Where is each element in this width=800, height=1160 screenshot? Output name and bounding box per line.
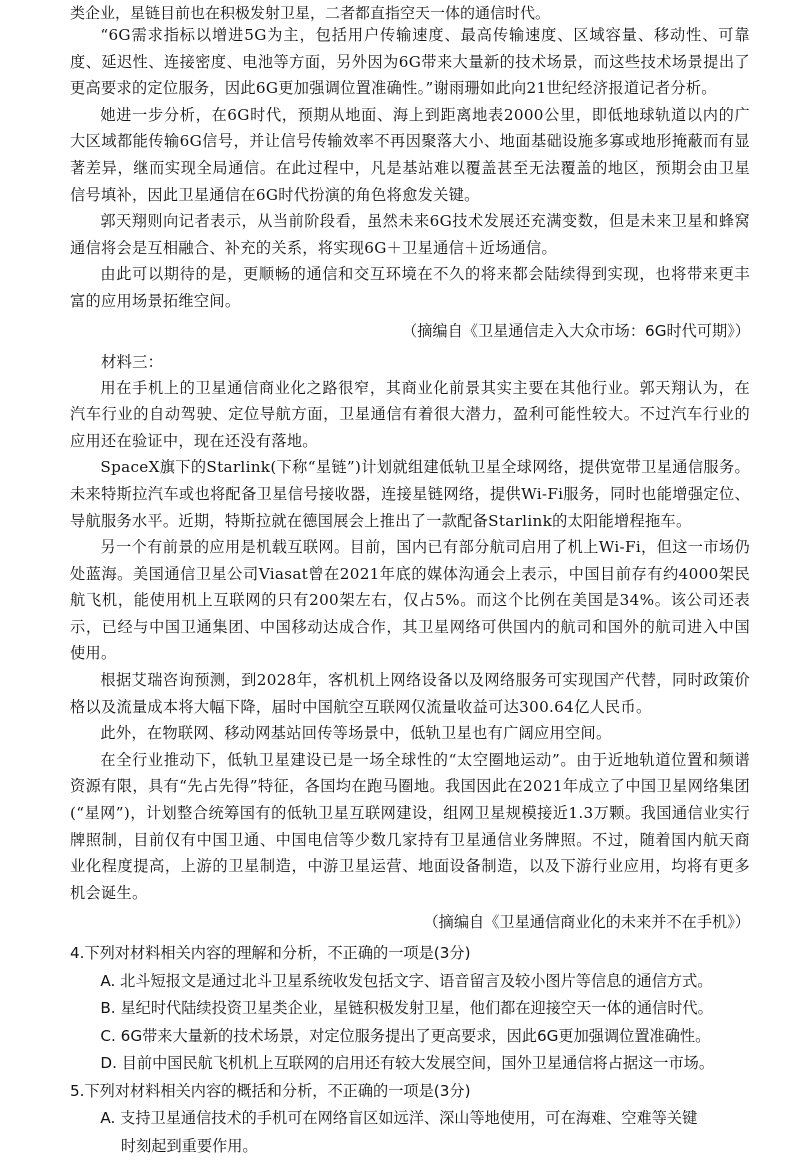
question-5-option-a — [70, 1105, 750, 1160]
exam-page — [0, 2, 800, 1155]
material2-paragraph: 她进一步分析，在6G时代，预期从地面、海上到距离地表2000公里，即低地球轨道以内的广大区域都能传输6G信号，并让信号传输效率不再因聚落大小、地面基础设施多寡或地形掩蔽而有显著差异，继而实现全局通信。在此过程中，凡是基站难以覆盖甚至无法覆盖的地区，预期会由卫星信号填补，因此卫星通信在6G时代扮演的角色将愈发关键。 — [70, 105, 750, 204]
material3-paragraph: 在全行业推动下，低轨卫星建设已是一场全球性的“太空圈地运动”。由于近地轨道位置和频谱资源有限，具有“先占先得”特征，各国均在跑马圈地。我国因此在2021年成立了中国卫星网络集团(“星网”)，计划整合统筹国有的低轨卫星互联网建设，组网卫星规模接近1.3万颗。我国通信业实行牌照制，目前仅有中国卫通、中国电信等少数几家持有卫星通信业务牌照。不过，随着国内航天商业化程度提高，上游的卫星制造，中游卫星运营、地面设备制造，以及下游行业应用，均将有更多机会诞生。 — [70, 750, 750, 902]
question-4-option-a: A. 北斗短报文是通过北斗卫星系统收发包括文字、语音留言及较小图片等信息的通信方式。 — [100, 971, 713, 990]
material3-source: （摘编自《卫星通信商业化的未来并不在手机》） — [423, 913, 750, 932]
previous-paragraph-fragment: 类企业，星链目前也在积极发射卫星，二者都直指空天一体的通信时代。 — [70, 4, 551, 22]
material3-paragraph: 根据艾瑞咨询预测，到2028年，客机机上网络设备以及网络服务可实现国产代替，同时政策价格以及流量成本将大幅下降，届时中国航空互联网仅流量收益可达300.64亿人民币。 — [70, 671, 750, 716]
material2-paragraph: 由此可以期待的是，更顺畅的通信和交互环境在不久的将来都会陆续得到实现，也将带来更丰富的应用场景拓维空间。 — [70, 265, 750, 310]
question-5-option-a-line2: 时刻起到重要作用。 — [120, 1136, 258, 1155]
material3-heading: 材料三： — [101, 352, 164, 371]
question-4-option-d: D. 目前中国民航飞机机上互联网的启用还有较大发展空间，国外卫星通信将占据这一市场。 — [100, 1054, 715, 1073]
material3-paragraph: 用在手机上的卫星通信商业化之路很窄，其商业化前景其实主要在其他行业。郭天翔认为，在汽车行业的自动驾驶、定位导航方面，卫星通信有着很大潜力，盈利可能性较大。不过汽车行业的应用还在验证中，现在还没有落地。 — [70, 378, 750, 450]
material3-paragraph: 此外，在物联网、移动网基站回传等场景中，低轨卫星也有广阔应用空间。 — [100, 724, 612, 743]
material2-source: （摘编自《卫星通信走入大众市场：6G时代可期》） — [402, 321, 750, 340]
question-5-stem: 5.下列对材料相关内容的概括和分析，不正确的一项是(3分) — [70, 1081, 471, 1100]
question-4-stem: 4.下列对材料相关内容的理解和分析，不正确的一项是(3分) — [70, 944, 471, 963]
material2-paragraph: 郭天翔则向记者表示，从当前阶段看，虽然未来6G技术发展还充满变数，但是未来卫星和蜂窝通信将会是互相融合、补充的关系，将实现6G＋卫星通信＋近场通信。 — [70, 212, 750, 257]
material3-paragraph: 另一个有前景的应用是机载互联网。目前，国内已有部分航司启用了机上Wi-Fi，但这一市场仍处蓝海。美国通信卫星公司Viasat曾在2021年底的媒体沟通会上表示，中国目前存有约4000架民航飞机，能使用机上互联网的只有200架左右，仅占5%。而这个比例在美国是34%。该公司还表示，已经与中国卫通集团、中国移动达成合作，其卫星网络可供国内的航司和国外的航司进入中国使用。 — [70, 538, 750, 663]
question-4-option-b: B. 星纪时代陆续投资卫星类企业，星链积极发射卫星，他们都在迎接空天一体的通信时代。 — [100, 999, 713, 1018]
material2-paragraph: “6G需求指标以增进5G为主，包括用户传输速度、最高传输速度、区域容量、移动性、可靠度、延迟性、连接密度、电池等方面，另外因为6G带来大量新的技术场景，而这些技术场景提出了更高要求的定位服务，因此6G更加强调位置准确性。”谢雨珊如此向21世纪经济报道记者分析。 — [70, 26, 750, 98]
material3-paragraph: SpaceX旗下的Starlink(下称“星链”)计划就组建低轨卫星全球网络，提供宽带卫星通信服务。未来特斯拉汽车或也将配备卫星信号接收器，连接星链网络，提供Wi-Fi服务，同时也能增强定位、导航服务水平。近期，特斯拉就在德国展会上推出了一款配备Starlink的太阳能增程拖车。 — [70, 458, 750, 530]
question-4-option-c: C. 6G带来大量新的技术场景，对定位服务提出了更高要求，因此6G更加强调位置准确性。 — [100, 1026, 711, 1045]
question-5-option-a-line1: A. 支持卫星通信技术的手机可在网络盲区如远洋、深山等地使用，可在海难、空难等关键 — [100, 1109, 698, 1128]
